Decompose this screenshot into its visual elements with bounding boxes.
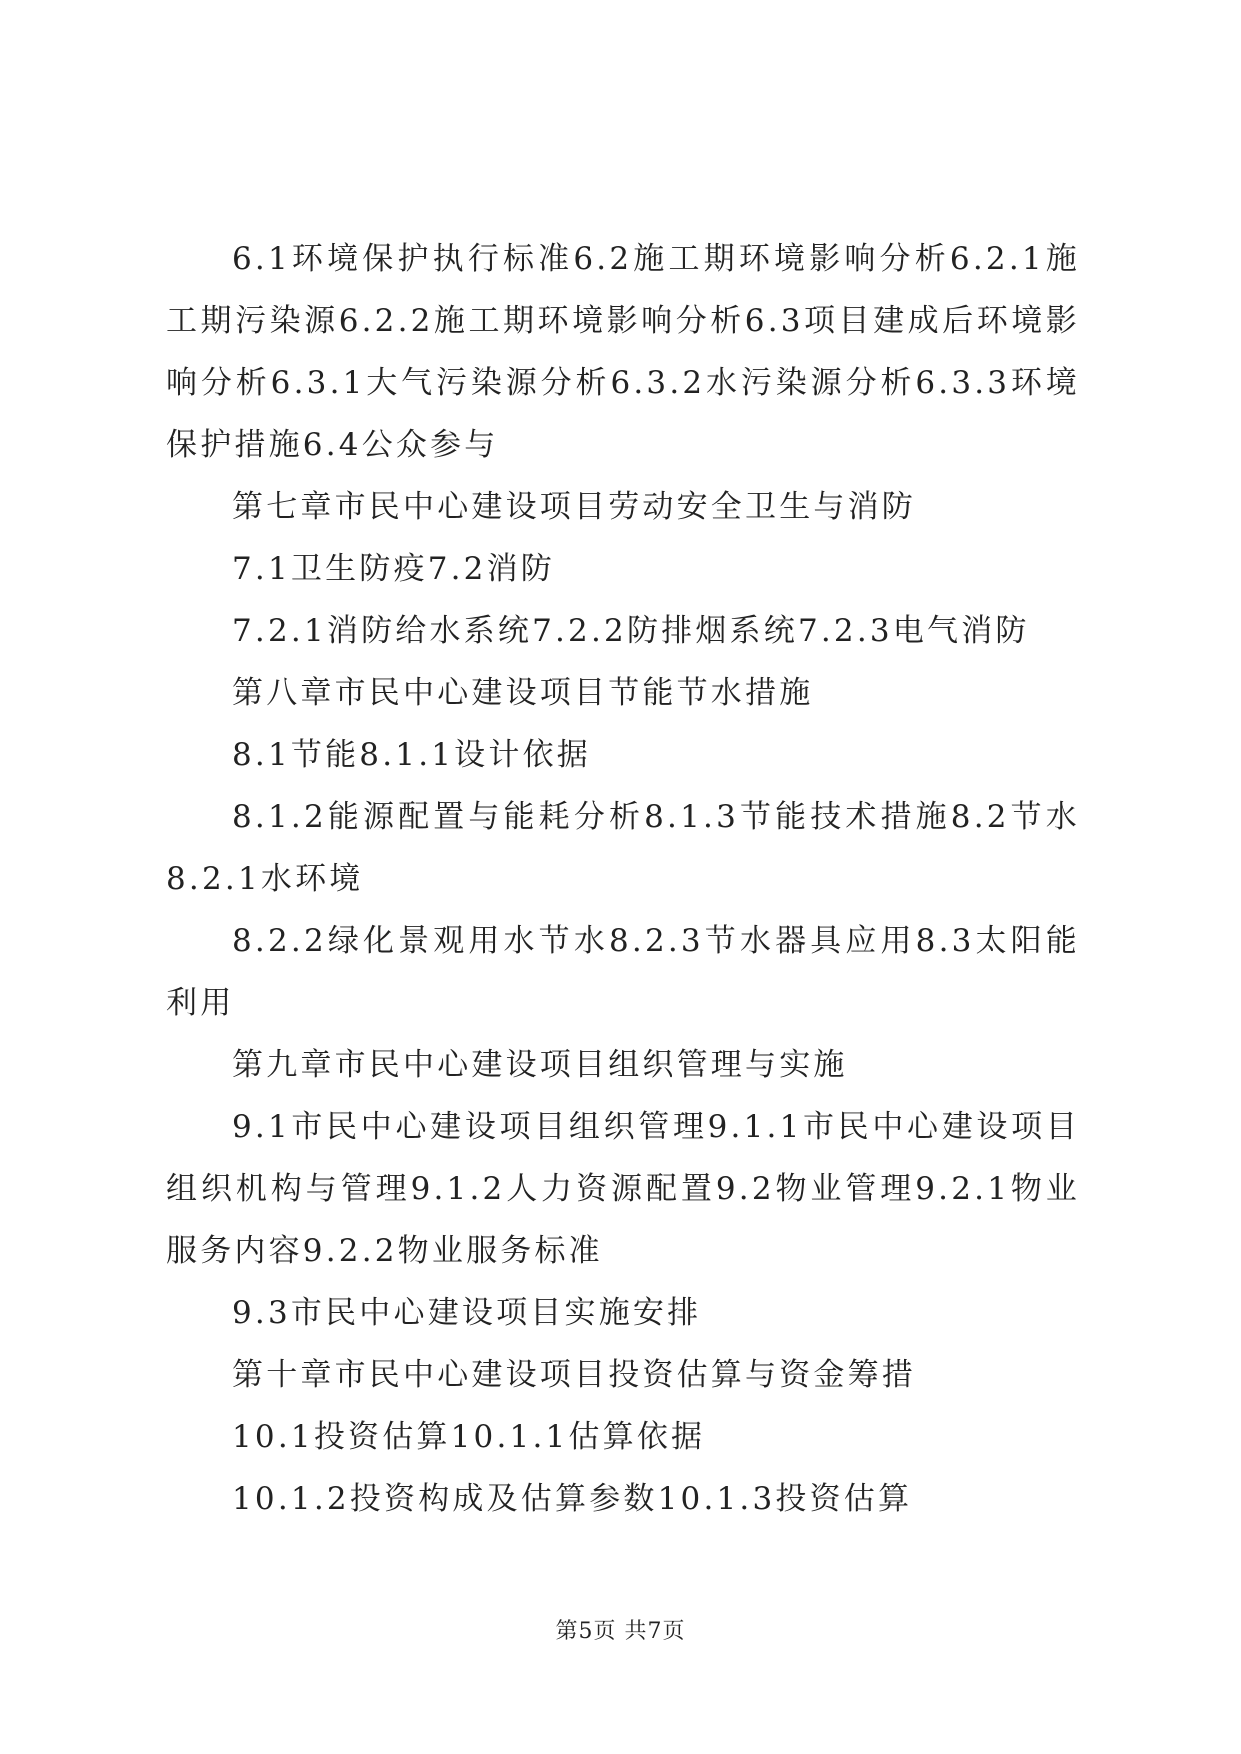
chapter-heading: 第七章市民中心建设项目劳动安全卫生与消防 bbox=[232, 489, 916, 525]
page-number-footer: 第5页 共7页 bbox=[555, 1619, 686, 1644]
paragraph: 10.1投资估算10.1.1估算依据 bbox=[232, 1419, 706, 1455]
paragraph: 10.1.2投资构成及估算参数10.1.3投资估算 bbox=[232, 1481, 913, 1517]
paragraph: 8.2.2绿化景观用水节水8.2.3节水器具应用8.3太阳能利用 bbox=[166, 923, 1080, 1021]
paragraph: 9.1市民中心建设项目组织管理9.1.1市民中心建设项目组织机构与管理9.1.2人力资源配置9.2物业管理9.2.1物业服务内容9.2.2物业服务标准 bbox=[166, 1109, 1080, 1269]
paragraph: 7.2.1消防给水系统7.2.2防排烟系统7.2.3电气消防 bbox=[232, 613, 1030, 649]
paragraph: 8.1节能8.1.1设计依据 bbox=[232, 737, 591, 773]
paragraph: 8.1.2能源配置与能耗分析8.1.3节能技术措施8.2节水8.2.1水环境 bbox=[166, 799, 1080, 897]
document-body bbox=[166, 228, 1080, 1530]
chapter-heading: 第十章市民中心建设项目投资估算与资金筹措 bbox=[232, 1357, 916, 1393]
paragraph: 7.1卫生防疫7.2消防 bbox=[232, 551, 555, 587]
chapter-heading: 第九章市民中心建设项目组织管理与实施 bbox=[232, 1047, 848, 1083]
chapter-heading: 第八章市民中心建设项目节能节水措施 bbox=[232, 675, 814, 711]
paragraph: 9.3市民中心建设项目实施安排 bbox=[232, 1295, 702, 1331]
paragraph: 6.1环境保护执行标准6.2施工期环境影响分析6.2.1施工期污染源6.2.2施工期环境影响分析6.3项目建成后环境影响分析6.3.1大气污染源分析6.3.2水污染源分析6.3.3环境保护措施6.4公众参与 bbox=[166, 241, 1080, 463]
